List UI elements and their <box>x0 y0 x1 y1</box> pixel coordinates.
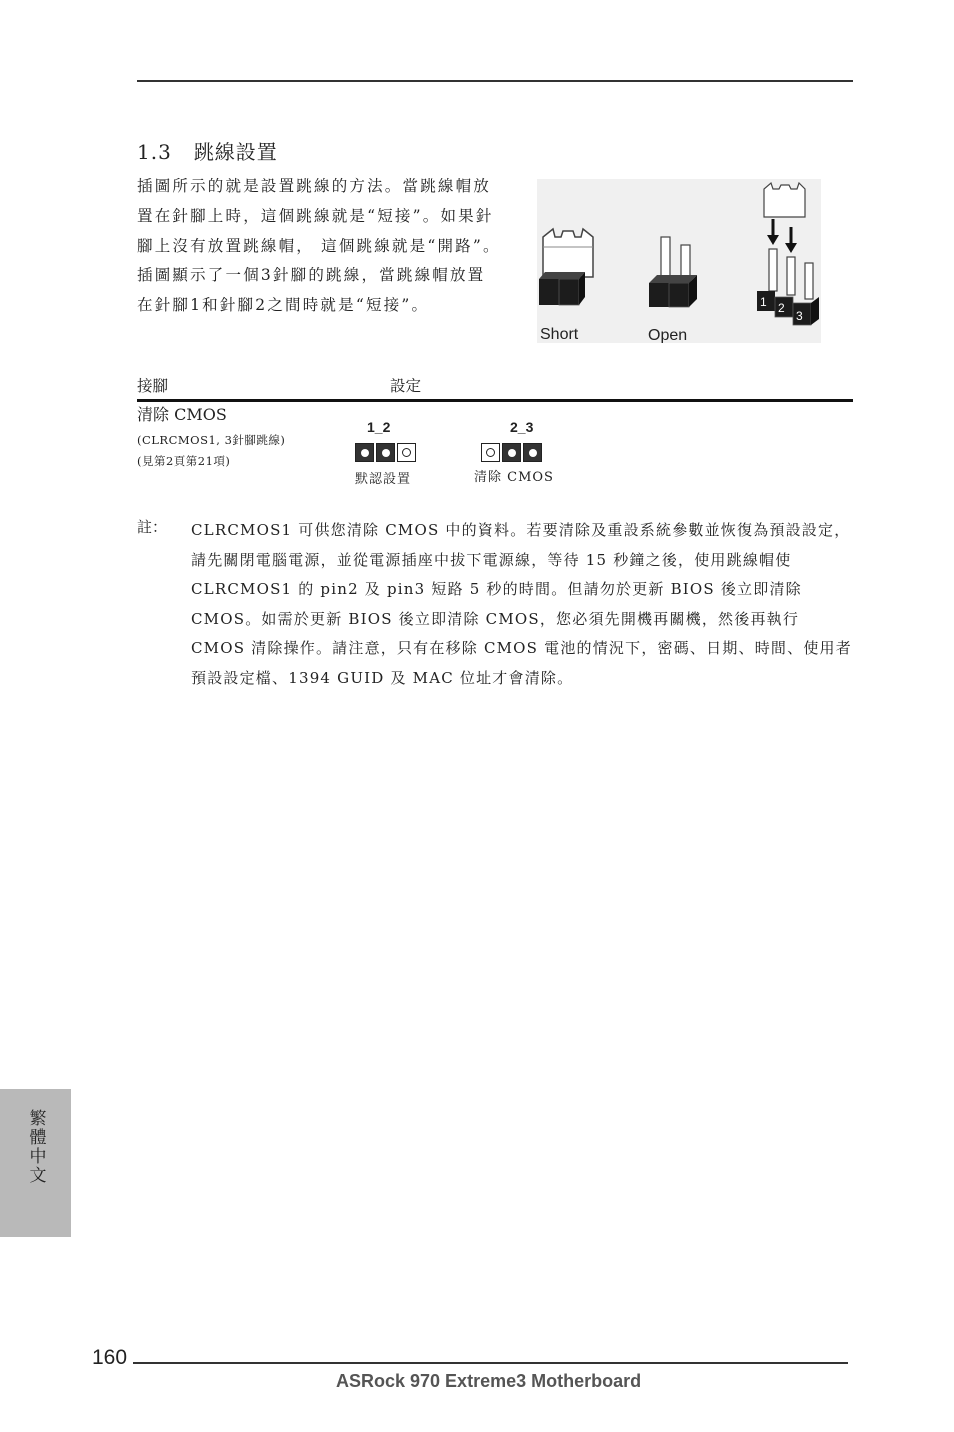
clear-cmos-sub2: (見第2頁第21項) <box>137 454 231 468</box>
clear-caption: 清除 CMOS <box>474 470 554 485</box>
short-jumper-figure <box>539 229 593 343</box>
section-heading <box>137 136 278 165</box>
language-side-tab <box>0 1089 71 1237</box>
pin-number-2: 2 <box>778 301 785 315</box>
footer-title: ASRock 970 Extreme3 Motherboard <box>336 1371 642 1391</box>
note-paragraph: CLRCMOS1 可供您清除 CMOS 中的資料。若要清除及重設系統參數並恢復為預設設定，請先關閉電腦電源，並從電源插座中拔下電源線，等待 15 秒鐘之後，使用跳線帽使 CLRCMOS1 的 pin2 及 pin3 短路 5 秒的時間。但請勿於更新 BIOS 後立即清除 CMOS。如需於更新 BIOS 後立即清除 CMOS，您必須先開機再關機，然後再執行 CMOS 清除操作。請注意，只有在移除 CMOS 電池的情況下，密碼、日期、時間、使用者預設設定檔、1394 GUID 及 MAC 位址才會清除。 <box>191 521 852 687</box>
default-pin-diagram <box>355 443 418 462</box>
default-option-label: 1_2 <box>367 419 391 435</box>
jumper-diagram <box>537 179 821 343</box>
pin-open-icon <box>481 443 500 462</box>
section-number: 1.3 <box>137 140 172 164</box>
three-pin-jumper-figure <box>757 183 819 325</box>
open-jumper-figure <box>648 237 697 343</box>
section-title: 跳線設置 <box>193 140 278 164</box>
table-header-setting: 設定 <box>390 377 422 395</box>
language-side-tab-label: 繁體中文 <box>25 1109 46 1185</box>
clear-option-label: 2_3 <box>510 419 534 435</box>
note-mark: 註： <box>137 518 168 536</box>
pin-shorted-icon <box>502 443 521 462</box>
pin-number-3: 3 <box>796 309 803 323</box>
page-number: 160 <box>92 1346 128 1369</box>
jumper-illustration <box>537 179 821 343</box>
pin-shorted-icon <box>376 443 395 462</box>
pin-shorted-icon <box>355 443 374 462</box>
footer-rule <box>133 1362 848 1364</box>
open-label: Open <box>648 327 688 343</box>
clear-cmos-label: 清除 CMOS <box>137 405 227 424</box>
table-header-pin: 接腳 <box>137 377 169 395</box>
pin-open-icon <box>397 443 416 462</box>
pin-number-1: 1 <box>760 295 767 309</box>
clear-pin-diagram <box>481 443 544 462</box>
default-caption: 默認設置 <box>355 472 412 487</box>
table-rule <box>137 399 853 402</box>
short-label: Short <box>540 326 579 343</box>
clear-cmos-sub1: (CLRCMOS1, 3針腳跳線) <box>137 433 286 447</box>
intro-paragraph: 插圖所示的就是設置跳線的方法。當跳線帽放置在針腳上時，這個跳線就是“短接”。如果針腳上沒有放置跳線帽， 這個跳線就是“開路”。插圖顯示了一個3針腳的跳線，當跳線帽放置在針腳1和針腳2之間時就是“短接”。 <box>137 177 501 315</box>
top-rule <box>137 80 853 82</box>
pin-shorted-icon <box>523 443 542 462</box>
